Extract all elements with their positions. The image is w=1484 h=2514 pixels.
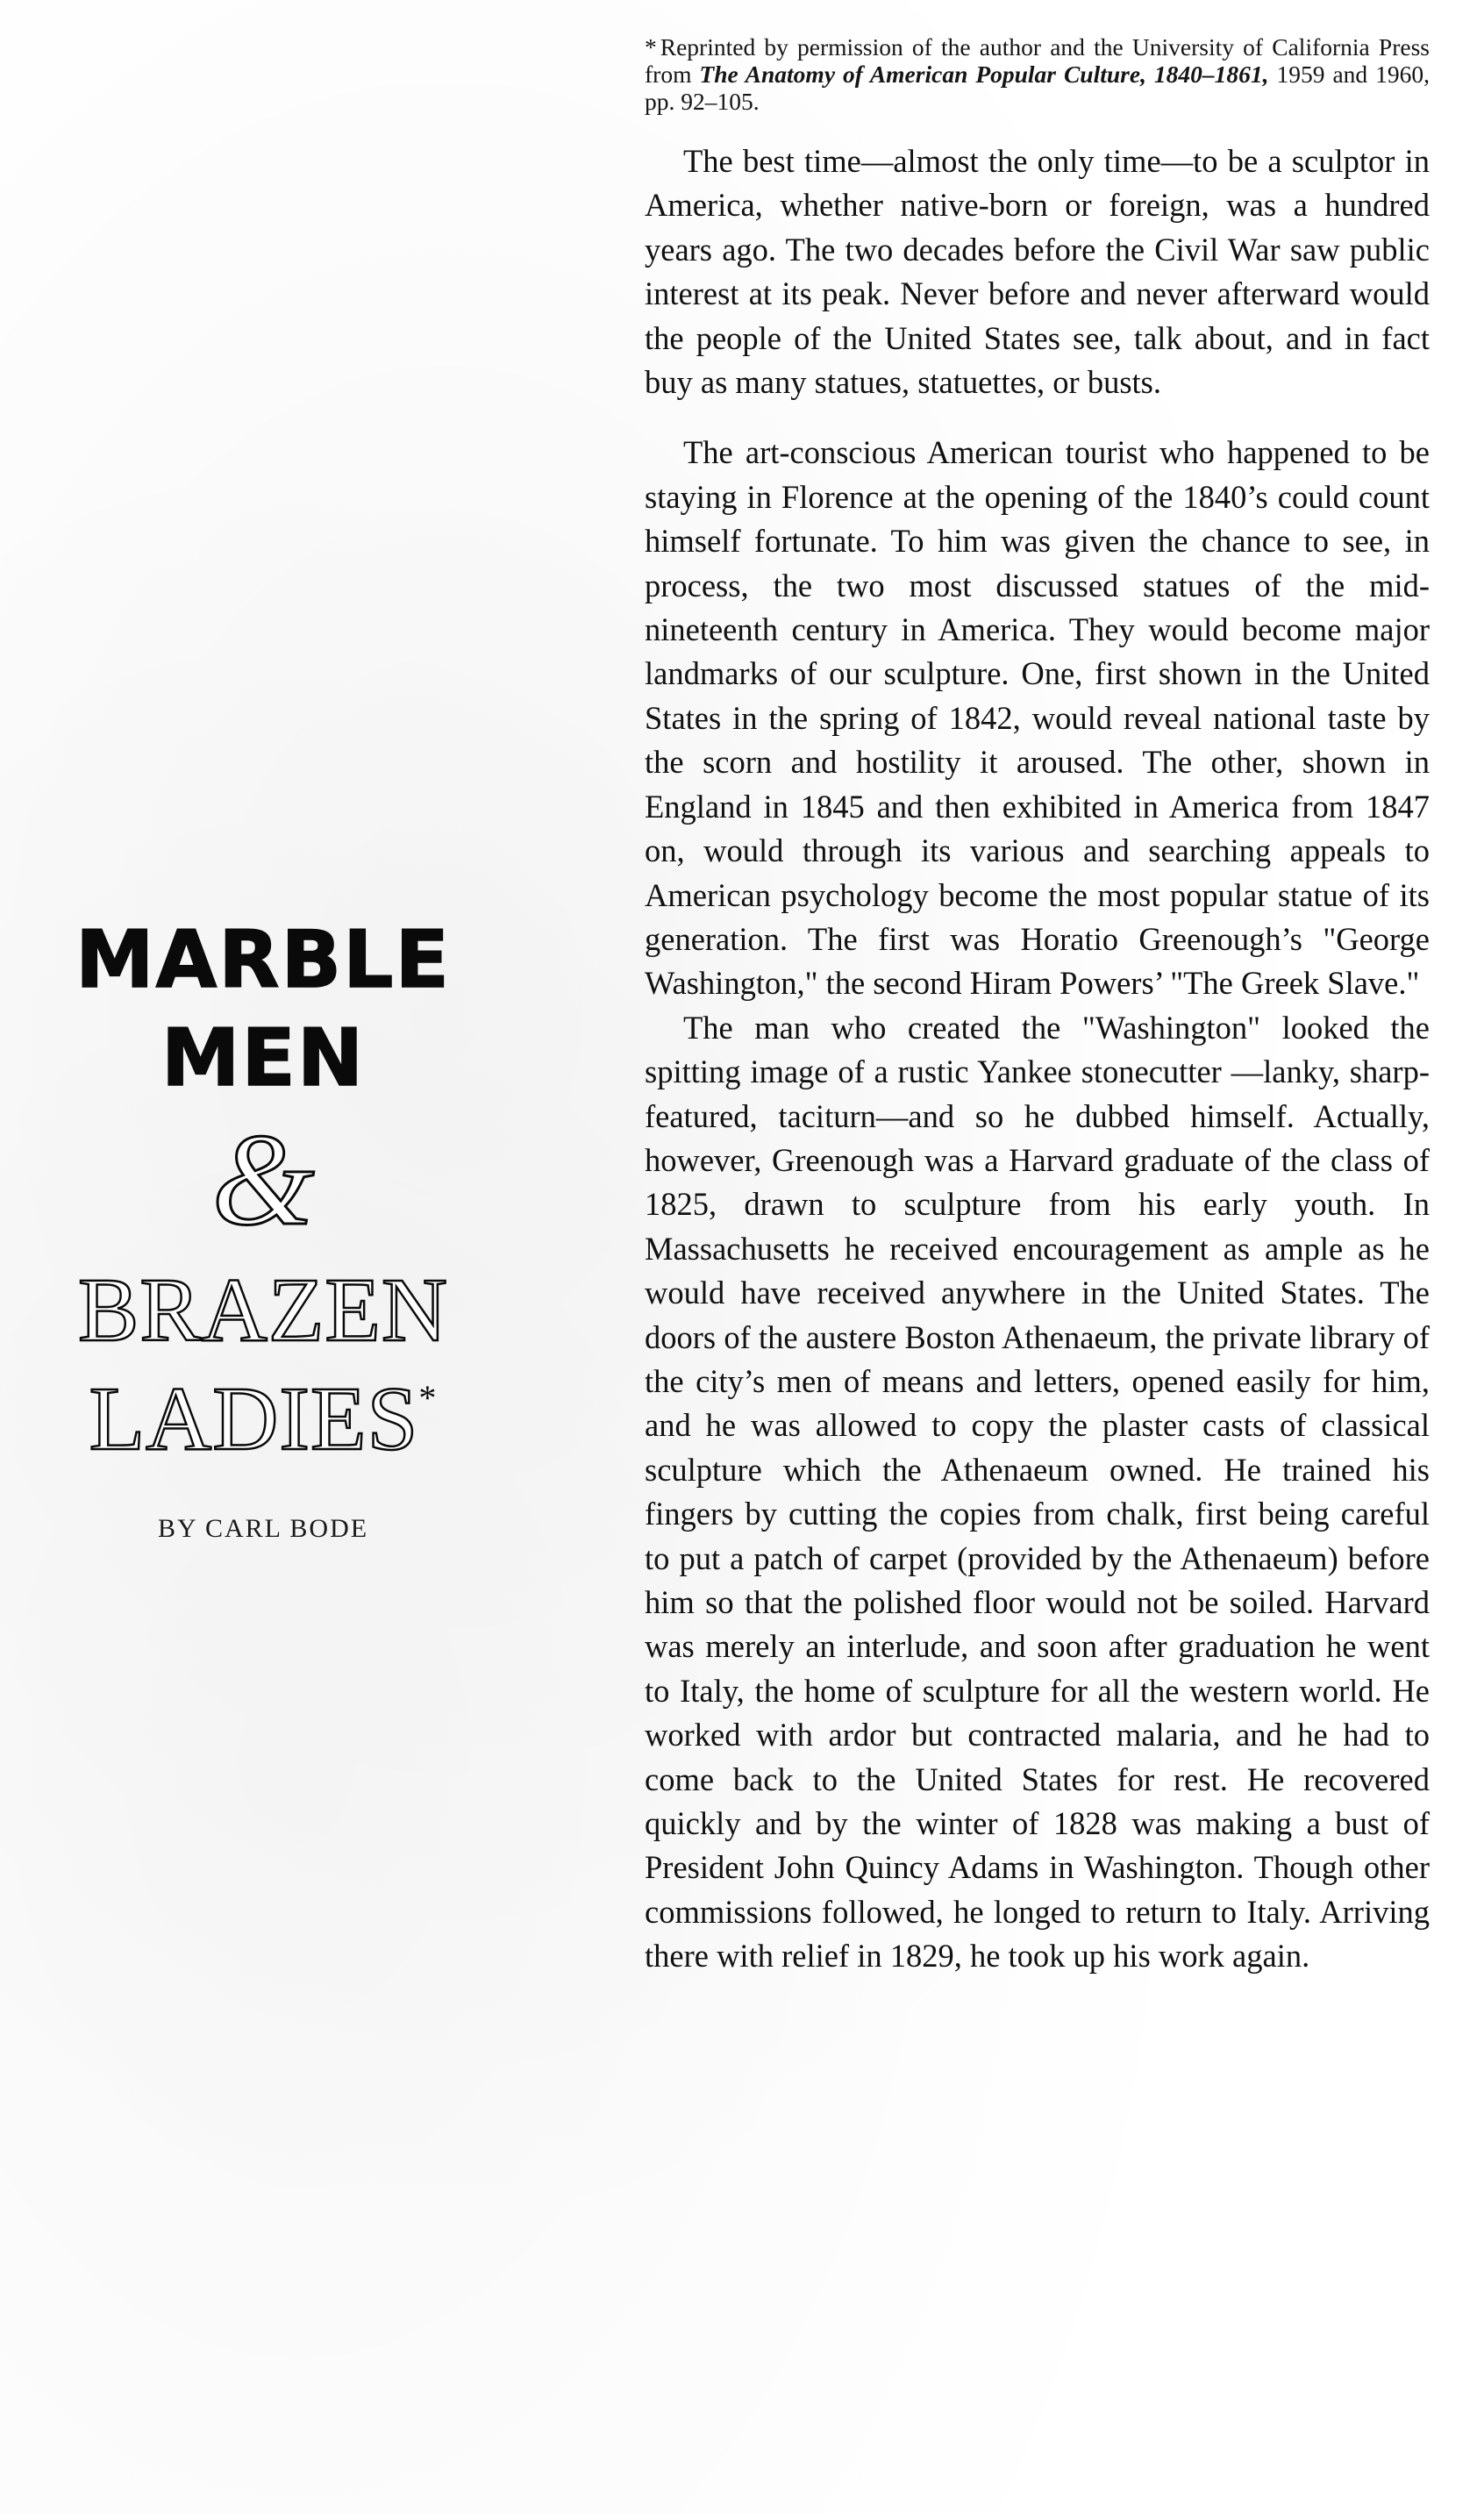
title-block [18,914,509,1544]
footnote-book-title: The Anatomy of American Popular Culture, 1840–1861, [699,61,1269,88]
footnote [645,33,1430,115]
title-men: MEN [161,1012,366,1104]
footnote-text-before: Reprinted by permission of the author and the University of California Press from [645,33,1430,88]
title-asterisk: * [418,1378,438,1418]
footnote-text-after: 1959 and 1960, pp. 92–105. [645,61,1430,115]
title-ladies-line [18,1368,509,1469]
paragraph-3: The man who created the "Washington" looked the spitting image of a rustic Yankee stonecutter —lanky, sharp-featured, taciturn—and so he dubbed himself. Actually, however, Greenough was a Harvard graduate of the class of 1825, drawn to sculpture from his early youth. In Massachusetts he received encouragement as ample as he would have received anywhere in the United States. The doors of the austere Boston Athenaeum, the private library of the city’s men of means and letters, opened easily for him, and he was allowed to copy the plaster casts of classical sculpture which the Athenaeum owned. He trained his fingers by cutting the copies from chalk, first being careful to put a patch of carpet (provided by the Athenaeum) before him so that the polished floor would not be soiled. Harvard was merely an interlude, and soon after graduation he went to Italy, the home of sculpture for all the western world. He worked with ardor but contracted malaria, and he had to come back to the United States for rest. He recovered quickly and by the winter of 1828 was making a bust of President John Quincy Adams in Washington. Though other commissions followed, he longed to return to Italy. Arriving there with relief in 1829, he took up his work again. [645,1009,1430,1975]
article-body [645,33,1430,1979]
paragraph-2: The art-conscious American tourist who happened to be staying in Florence at the opening of the 1840’s could count himself fortunate. To him was given the chance to see, in process, the two most discussed statues of the mid-nineteenth century in America. They would become major landmarks of our sculpture. One, first shown in the United States in the spring of 1842, would reveal national taste by the scorn and hostility it aroused. The other, shown in England in 1845 and then exhibited in America from 1847 on, would through its various and searching appeals to American psychology become the most popular statue of its generation. The first was Horatio Greenough’s "George Washington," the second Hiram Powers’ "The Greek Slave." [645,434,1430,1002]
title-brazen: BRAZEN [78,1260,448,1361]
title-ampersand: & [211,1107,315,1253]
title-ladies: LADIES [89,1368,419,1469]
footnote-star: * [645,33,657,61]
paragraph-1: The best time—almost the only time—to be a sculptor in America, whether native-born or foreign, was a hundred years ago. The two decades before the Civil War saw public interest at its peak. Never before and never afterward would the people of the United States see, talk about, and in fact buy as many statues, statuettes, or busts. [645,143,1430,401]
byline: BY CARL BODE [157,1514,369,1543]
title-marble: MARBLE [75,914,451,1006]
